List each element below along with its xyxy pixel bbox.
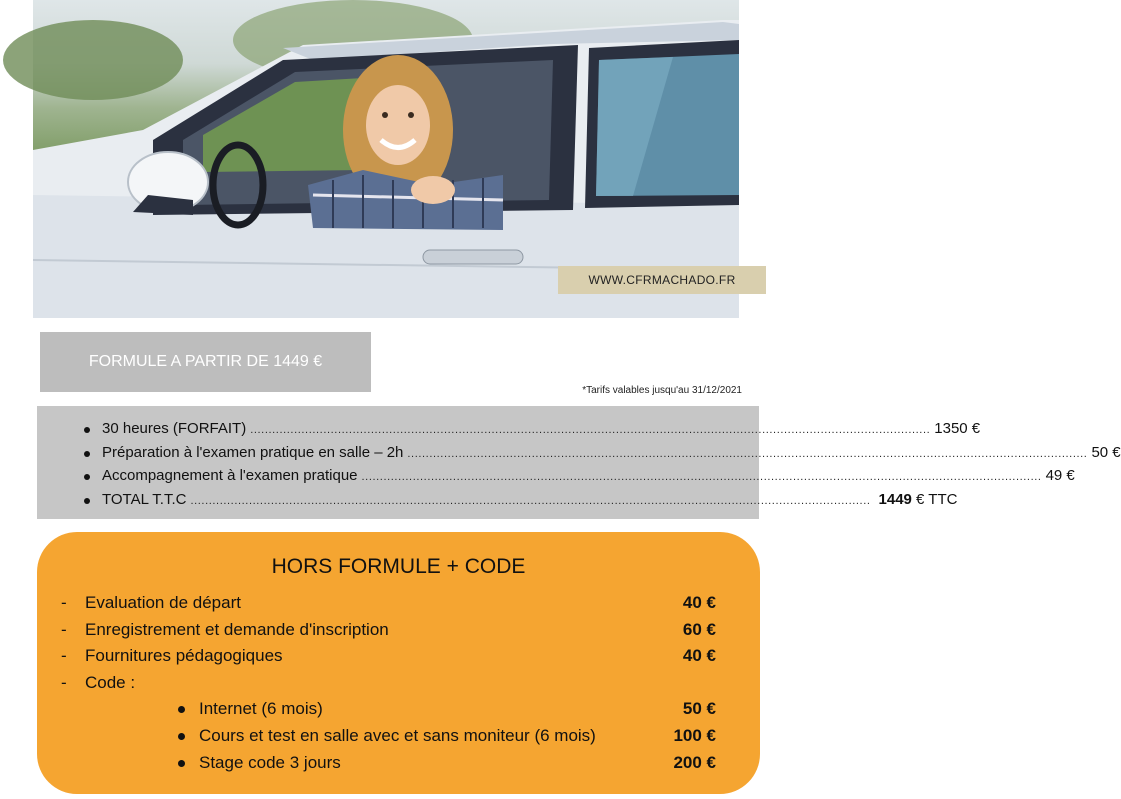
website-url-badge: WWW.CFRMACHADO.FR bbox=[558, 266, 766, 294]
leader-dots: .......................................................................................................................................................................................... bbox=[361, 471, 1042, 483]
formule-title: FORMULE A PARTIR DE 1449 € bbox=[40, 332, 371, 392]
list-item bbox=[102, 488, 958, 512]
item-price: 50 € bbox=[1091, 443, 1121, 461]
list-item bbox=[61, 643, 716, 670]
list-item bbox=[199, 722, 716, 749]
total-price-suffix: € TTC bbox=[911, 490, 958, 508]
total-price-amount: 1449 bbox=[878, 490, 912, 508]
dash-marker: - bbox=[61, 619, 67, 639]
tarifs-note: *Tarifs valables jusqu'au 31/12/2021 bbox=[582, 385, 742, 396]
item-label: Fournitures pédagogiques bbox=[85, 646, 283, 665]
item-price: 40 € bbox=[682, 593, 716, 612]
hors-formule-box bbox=[37, 532, 760, 794]
formule-list bbox=[102, 417, 1121, 511]
formule-price-box bbox=[37, 406, 1121, 519]
leader-dots: .......................................................................................................................................................................................... bbox=[250, 424, 931, 436]
dash-marker: - bbox=[61, 672, 67, 692]
item-label: Code : bbox=[85, 672, 136, 692]
item-price: 100 € bbox=[673, 726, 716, 745]
item-price: 49 € bbox=[1045, 467, 1075, 484]
hors-formule-title: HORS FORMULE + CODE bbox=[271, 555, 526, 578]
leader-dots: .......................................................................................................................................................................................... bbox=[190, 494, 871, 507]
item-label: Cours et test en salle avec et sans moniteur (6 mois) bbox=[199, 726, 596, 745]
list-item bbox=[102, 464, 1075, 488]
item-price: 40 € bbox=[682, 646, 716, 665]
dash-marker: - bbox=[61, 593, 67, 612]
list-item bbox=[102, 441, 1121, 465]
item-label: Internet (6 mois) bbox=[199, 699, 323, 718]
list-item bbox=[199, 749, 716, 776]
list-item bbox=[61, 590, 716, 617]
item-price: 200 € bbox=[673, 753, 716, 772]
list-item bbox=[61, 670, 716, 697]
list-item bbox=[61, 617, 716, 644]
item-label: 30 heures (FORFAIT) bbox=[102, 420, 247, 437]
hors-formule-list bbox=[61, 590, 716, 696]
item-label: Evaluation de départ bbox=[85, 593, 241, 612]
code-sublist bbox=[199, 695, 716, 776]
item-label: Stage code 3 jours bbox=[199, 753, 341, 772]
total-price bbox=[875, 488, 960, 512]
hero-photo bbox=[33, 0, 739, 318]
leader-dots: .......................................................................................................................................................................................... bbox=[407, 447, 1088, 460]
item-label: Enregistrement et demande d'inscription bbox=[85, 619, 389, 639]
list-item bbox=[102, 417, 981, 441]
list-item bbox=[199, 695, 716, 722]
item-label: TOTAL T.T.C bbox=[102, 490, 187, 508]
item-label: Préparation à l'examen pratique en salle – 2h bbox=[102, 443, 404, 461]
item-price: 50 € bbox=[682, 699, 716, 718]
dash-marker: - bbox=[61, 646, 67, 665]
item-price: 1350 € bbox=[934, 420, 981, 437]
item-label: Accompagnement à l'examen pratique bbox=[102, 467, 358, 484]
item-price: 60 € bbox=[682, 619, 716, 639]
